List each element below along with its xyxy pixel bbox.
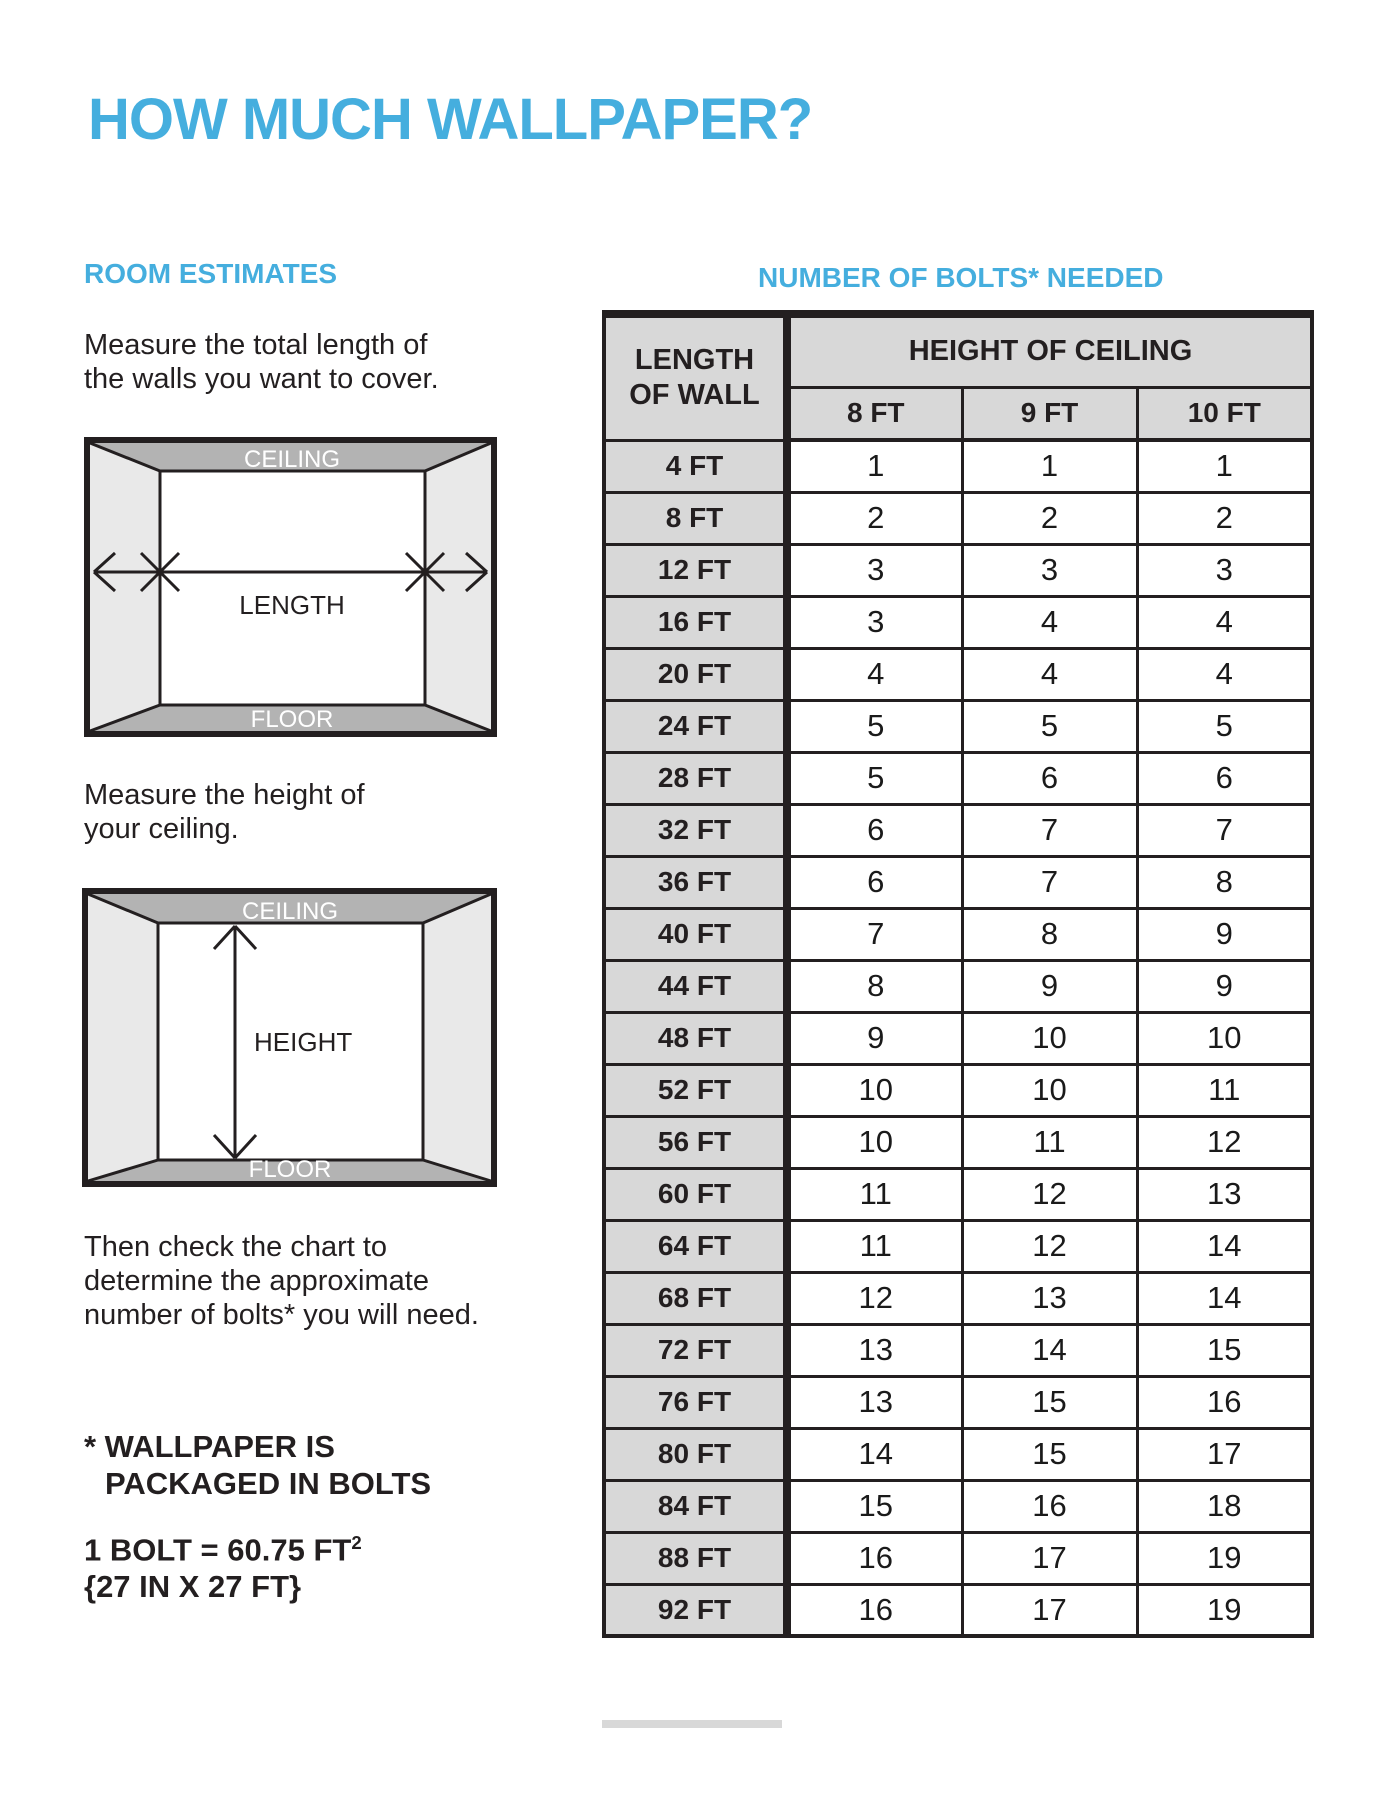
bolt-count-cell: 16 — [1137, 1376, 1312, 1428]
row-label: 12 FT — [604, 544, 787, 596]
col-header-8ft: 8 FT — [787, 387, 962, 440]
bolt-count-cell: 14 — [1137, 1272, 1312, 1324]
back-wall — [160, 471, 425, 705]
bolt-count-cell: 7 — [1137, 804, 1312, 856]
row-label: 76 FT — [604, 1376, 787, 1428]
bolt-count-cell: 13 — [787, 1376, 962, 1428]
bolt-count-cell: 16 — [962, 1480, 1137, 1532]
bolt-count-cell: 12 — [787, 1272, 962, 1324]
bolt-count-cell: 19 — [1137, 1584, 1312, 1636]
ceiling-label: CEILING — [241, 898, 339, 925]
bolt-count-cell: 4 — [962, 648, 1137, 700]
step1-line2: the walls you want to cover. — [84, 363, 439, 395]
bolt-count-cell: 6 — [1137, 752, 1312, 804]
bolt-count-cell: 9 — [962, 960, 1137, 1012]
label-column-bottom-strip — [602, 1720, 782, 1728]
table-row — [604, 440, 1312, 492]
bolt-count-cell: 5 — [787, 700, 962, 752]
table-row — [604, 1220, 1312, 1272]
table-header-row-1 — [604, 314, 1312, 387]
row-label: 56 FT — [604, 1116, 787, 1168]
table-row — [604, 1272, 1312, 1324]
table-row — [604, 1584, 1312, 1636]
footnote-line1: * WALLPAPER IS — [84, 1429, 335, 1464]
col-header-9ft: 9 FT — [962, 387, 1137, 440]
bolt-count-cell: 2 — [1137, 492, 1312, 544]
row-label: 24 FT — [604, 700, 787, 752]
bolt-count-cell: 12 — [962, 1220, 1137, 1272]
left-wall-surface — [90, 443, 160, 731]
bolt-count-cell: 13 — [787, 1324, 962, 1376]
bolt-count-cell: 17 — [1137, 1428, 1312, 1480]
left-wall-surface — [88, 894, 158, 1181]
bolt-count-cell: 11 — [787, 1168, 962, 1220]
right-wall-surface — [425, 443, 491, 731]
row-header-line1: LENGTH — [634, 344, 755, 377]
row-label: 20 FT — [604, 648, 787, 700]
row-label: 48 FT — [604, 1012, 787, 1064]
row-label: 28 FT — [604, 752, 787, 804]
table-row — [604, 856, 1312, 908]
bolt-count-cell: 13 — [1137, 1168, 1312, 1220]
row-label: 44 FT — [604, 960, 787, 1012]
bolt-count-cell: 18 — [1137, 1480, 1312, 1532]
step1-text — [84, 328, 439, 396]
table-row — [604, 1480, 1312, 1532]
bolt-count-cell: 4 — [962, 596, 1137, 648]
bolt-count-cell: 4 — [1137, 596, 1312, 648]
bolt-count-cell: 15 — [1137, 1324, 1312, 1376]
bolt-count-cell: 9 — [787, 1012, 962, 1064]
bolt-count-cell: 16 — [787, 1532, 962, 1584]
bolt-count-cell: 19 — [1137, 1532, 1312, 1584]
step3-line2: determine the approximate — [84, 1265, 429, 1297]
table-row — [604, 492, 1312, 544]
bolt-count-cell: 10 — [1137, 1012, 1312, 1064]
height-label: HEIGHT — [254, 1027, 353, 1057]
table-row — [604, 1116, 1312, 1168]
length-label: LENGTH — [239, 590, 345, 620]
room-estimates-heading: ROOM ESTIMATES — [84, 258, 338, 289]
table-row — [604, 1168, 1312, 1220]
table-row — [604, 1324, 1312, 1376]
row-group-header — [604, 314, 787, 440]
bolts-table-head — [604, 314, 1312, 440]
bolt-count-cell: 9 — [1137, 908, 1312, 960]
row-label: 16 FT — [604, 596, 787, 648]
step2-line2: your ceiling. — [84, 813, 239, 845]
step2-text — [84, 778, 365, 846]
bolt-count-cell: 8 — [1137, 856, 1312, 908]
bolt-count-cell: 13 — [962, 1272, 1137, 1324]
page-title: HOW MUCH WALLPAPER? — [88, 87, 813, 152]
table-row — [604, 1376, 1312, 1428]
row-label: 40 FT — [604, 908, 787, 960]
row-label: 92 FT — [604, 1584, 787, 1636]
bolt-count-cell: 15 — [962, 1428, 1137, 1480]
bolt-dimensions: {27 IN X 27 FT} — [84, 1569, 302, 1605]
bolt-count-cell: 17 — [962, 1532, 1137, 1584]
bolts-table-body — [604, 440, 1312, 1636]
footnote-line2: PACKAGED IN BOLTS — [105, 1466, 432, 1501]
bolt-equation-text: 1 BOLT = 60.75 FT — [84, 1532, 352, 1568]
table-row — [604, 752, 1312, 804]
bolt-count-cell: 4 — [1137, 648, 1312, 700]
bolt-count-cell: 3 — [1137, 544, 1312, 596]
length-diagram — [84, 437, 497, 737]
table-row — [604, 960, 1312, 1012]
step3-line1: Then check the chart to — [84, 1231, 388, 1263]
bolt-count-cell: 7 — [787, 908, 962, 960]
right-wall-surface — [423, 894, 491, 1181]
row-label: 80 FT — [604, 1428, 787, 1480]
bolt-count-cell: 11 — [1137, 1064, 1312, 1116]
bolt-count-cell: 2 — [787, 492, 962, 544]
floor-label: FLOOR — [250, 706, 334, 733]
bolt-count-cell: 11 — [787, 1220, 962, 1272]
bolt-count-cell: 5 — [787, 752, 962, 804]
bolt-count-cell: 2 — [962, 492, 1137, 544]
table-row — [604, 1064, 1312, 1116]
table-row — [604, 648, 1312, 700]
table-row — [604, 700, 1312, 752]
step1-line1: Measure the total length of — [84, 329, 428, 361]
bolt-count-cell: 10 — [962, 1064, 1137, 1116]
table-row — [604, 804, 1312, 856]
bolts-table — [602, 310, 1314, 1638]
bolt-count-cell: 3 — [787, 544, 962, 596]
height-diagram-svg — [82, 888, 497, 1187]
bolt-definition — [84, 1524, 362, 1605]
bolt-count-cell: 8 — [962, 908, 1137, 960]
row-label: 36 FT — [604, 856, 787, 908]
floor-label: FLOOR — [248, 1156, 332, 1183]
ceiling-label: CEILING — [243, 446, 341, 473]
bolt-count-cell: 6 — [787, 856, 962, 908]
bolt-count-cell: 15 — [962, 1376, 1137, 1428]
bolt-count-cell: 7 — [962, 804, 1137, 856]
bolt-count-cell: 12 — [1137, 1116, 1312, 1168]
bolts-needed-heading: NUMBER OF BOLTS* NEEDED — [758, 262, 1164, 293]
row-label: 4 FT — [604, 440, 787, 492]
bolt-equation-exponent: 2 — [351, 1532, 362, 1553]
bolt-count-cell: 1 — [787, 440, 962, 492]
bolt-count-cell: 1 — [1137, 440, 1312, 492]
step3-text — [84, 1230, 479, 1332]
row-label: 64 FT — [604, 1220, 787, 1272]
bolt-count-cell: 17 — [962, 1584, 1137, 1636]
row-label: 84 FT — [604, 1480, 787, 1532]
bolt-equation — [84, 1524, 362, 1568]
table-row — [604, 1012, 1312, 1064]
table-row — [604, 544, 1312, 596]
bolt-count-cell: 3 — [962, 544, 1137, 596]
bolt-count-cell: 10 — [787, 1064, 962, 1116]
row-label: 52 FT — [604, 1064, 787, 1116]
step3-line3: number of bolts* you will need. — [84, 1299, 479, 1331]
table-row — [604, 596, 1312, 648]
row-label: 60 FT — [604, 1168, 787, 1220]
height-diagram — [82, 888, 497, 1187]
table-row — [604, 1532, 1312, 1584]
bolt-count-cell: 3 — [787, 596, 962, 648]
row-label: 68 FT — [604, 1272, 787, 1324]
column-group-header: HEIGHT OF CEILING — [787, 314, 1312, 387]
bolt-count-cell: 1 — [962, 440, 1137, 492]
bolt-count-cell: 15 — [787, 1480, 962, 1532]
bolt-count-cell: 14 — [787, 1428, 962, 1480]
bolt-count-cell: 10 — [962, 1012, 1137, 1064]
bolt-count-cell: 14 — [1137, 1220, 1312, 1272]
table-row — [604, 908, 1312, 960]
bolt-count-cell: 11 — [962, 1116, 1137, 1168]
col-header-10ft: 10 FT — [1137, 387, 1312, 440]
bolt-count-cell: 10 — [787, 1116, 962, 1168]
bolt-count-cell: 14 — [962, 1324, 1137, 1376]
bolt-count-cell: 5 — [962, 700, 1137, 752]
bolt-count-cell: 7 — [962, 856, 1137, 908]
row-label: 88 FT — [604, 1532, 787, 1584]
bolt-count-cell: 8 — [787, 960, 962, 1012]
row-label: 8 FT — [604, 492, 787, 544]
bolt-count-cell: 16 — [787, 1584, 962, 1636]
bolt-count-cell: 9 — [1137, 960, 1312, 1012]
row-label: 72 FT — [604, 1324, 787, 1376]
bolt-count-cell: 4 — [787, 648, 962, 700]
bolt-count-cell: 6 — [962, 752, 1137, 804]
bolt-count-cell: 5 — [1137, 700, 1312, 752]
row-header-line2: OF WALL — [629, 379, 760, 412]
bolts-footnote — [84, 1428, 431, 1502]
bolt-count-cell: 12 — [962, 1168, 1137, 1220]
bolt-count-cell: 6 — [787, 804, 962, 856]
length-diagram-svg — [84, 437, 497, 737]
step2-line1: Measure the height of — [84, 779, 365, 811]
row-label: 32 FT — [604, 804, 787, 856]
table-row — [604, 1428, 1312, 1480]
